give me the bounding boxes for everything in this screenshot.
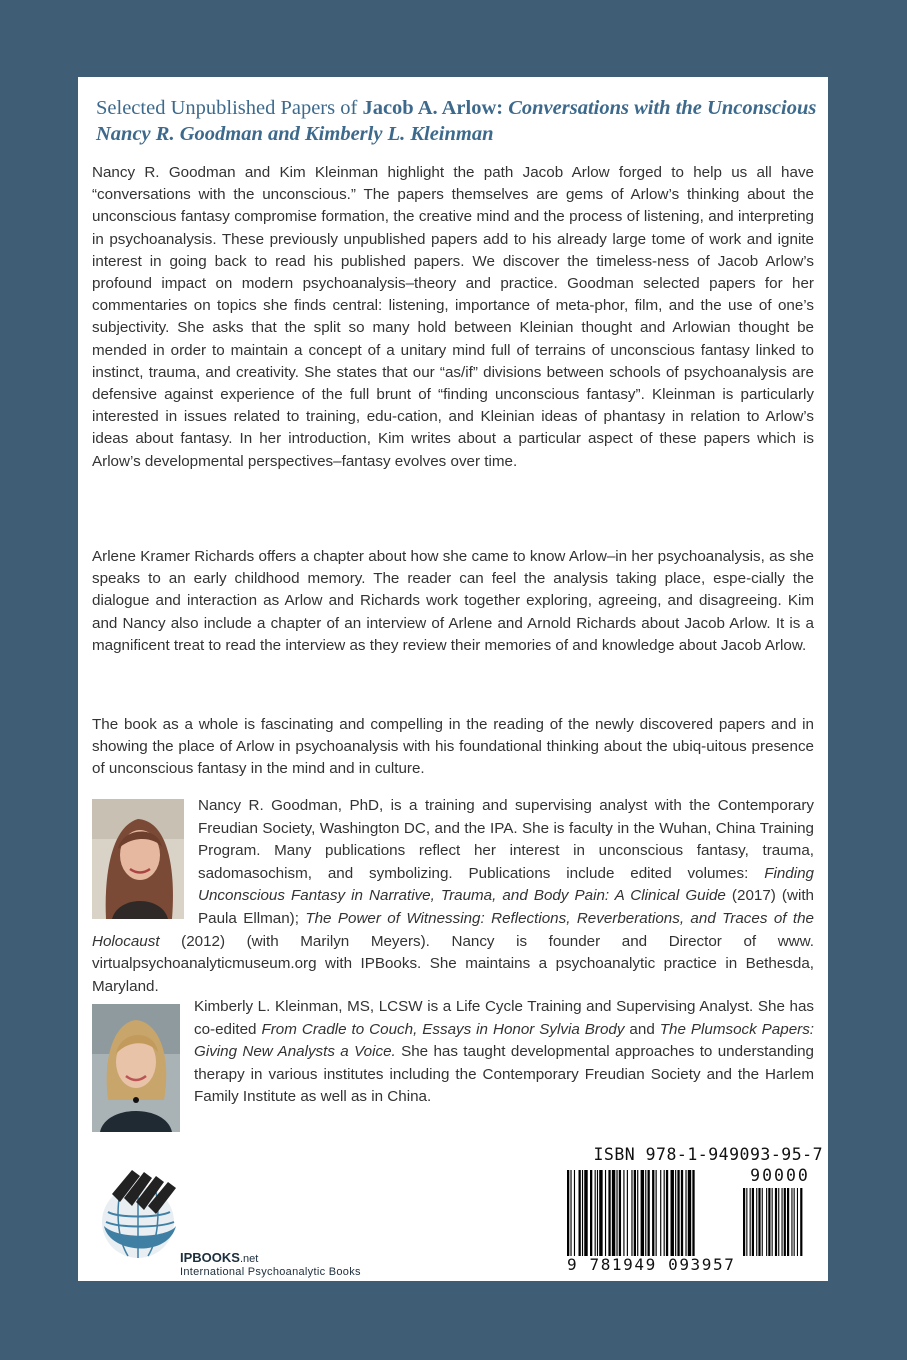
author-photo-goodman xyxy=(92,799,184,919)
barcode-addon-bar xyxy=(756,1188,757,1256)
barcode-bar xyxy=(570,1170,571,1256)
barcode-addon-bar xyxy=(750,1188,751,1256)
book-authors: Nancy R. Goodman and Kimberly L. Kleinman xyxy=(96,123,494,145)
barcode-bar xyxy=(595,1170,596,1256)
barcode-addon-bar xyxy=(778,1188,779,1256)
barcode-addon-bar xyxy=(758,1188,760,1256)
isbn-label: ISBN 978-1-949093-95-7 xyxy=(593,1145,823,1164)
barcode-addon-price: 90000 xyxy=(750,1166,810,1185)
barcode-addon-bar xyxy=(797,1188,798,1256)
barcode-bar xyxy=(582,1170,583,1256)
barcode-addon-bar xyxy=(762,1188,763,1256)
barcode-bar xyxy=(627,1170,628,1256)
description-paragraph-1: Nancy R. Goodman and Kim Kleinman highlight the path Jacob Arlow forged to help us all have “conversations with the unconscious.” The papers themselves are gems of Arlow’s thinking about the unconscious fantasy compromise formation, the creative mind and the process of listening, and interpreting in psychoanalysis. These previously unpublished papers add to his already large tome of work and ignite interest in going back to read his published papers. We discover the timeless-ness of Jacob Arlow’s profound impact on modern psychoanalysis–theory and practice. Goodman selected papers for her commentaries on topics she finds central: listening, importance of meta-phor, film, and the use of one’s subjectivity. She asks that the split so many hold between Kleinian thought and Arlowian thought be mended in order to maintain a concept of a unitary mind full of terrains of unconscious fantasy linked to instinct, trauma, and creativity. She states that our “as/if” divisions between schools of psychoanalysis are defensive against experience of the full brunt of “finding unconscious fantasy”. Kleinman is particularly interested in issues related to training, edu-cation, and Kleinian ideas of phantasy in relation to Arlow’s ideas about fantasy. In her introduction, Kim writes about a particular aspect of these papers which is Arlow’s developmental perspectives–fantasy evolves over time. xyxy=(92,164,814,470)
barcode-bar xyxy=(675,1170,676,1256)
bio-goodman-text-a: Nancy R. Goodman, PhD, is a training and supervising analyst with the Contemporary Freudian Society, Washington DC, and the IPA. She is faculty in the Wuhan, China Training Program. Many publications reflect her interest in unconscious fantasy, trauma, sadomasochism, and symbolizing. Publications include edited volumes: xyxy=(198,797,814,882)
barcode-bar xyxy=(567,1170,569,1256)
title-name: Jacob A. Arlow xyxy=(362,97,497,119)
title-colon: : xyxy=(496,97,509,119)
barcode-addon-bar xyxy=(768,1188,770,1256)
barcode-bar xyxy=(688,1170,691,1256)
barcode-bar xyxy=(685,1170,686,1256)
barcode-bar xyxy=(597,1170,598,1256)
author-bio-goodman xyxy=(92,795,814,998)
barcode-bar xyxy=(623,1170,624,1256)
barcode-addon-bar xyxy=(766,1188,767,1256)
bio-goodman-text-c: (2017) (with Paula Ellman); xyxy=(198,887,814,927)
barcode-bar xyxy=(671,1170,674,1256)
barcode-addon-bar xyxy=(772,1188,773,1256)
barcode-bar xyxy=(656,1170,657,1256)
title-block xyxy=(96,95,816,147)
bio-kleinman-book-2: The Plumsock Papers: Giving New Analysts a Voice. xyxy=(194,1020,815,1061)
barcode xyxy=(567,1170,823,1261)
barcode-bar xyxy=(584,1170,587,1256)
barcode-bar xyxy=(605,1170,606,1256)
publisher-name: IPBOOKS xyxy=(180,1250,240,1265)
barcode-bar xyxy=(612,1170,615,1256)
barcode-addon-bar xyxy=(794,1188,795,1256)
barcode-bar xyxy=(681,1170,683,1256)
barcode-bar xyxy=(574,1170,575,1256)
publisher-tagline: International Psychoanalytic Books xyxy=(180,1266,361,1278)
barcode-bar xyxy=(666,1170,668,1256)
barcode-bar xyxy=(645,1170,646,1256)
bio-goodman-text-e: (2012) (with Marilyn Meyers). Nancy is founder and Director of www. virtualpsychoanalyticmuseum.org with IPBooks. She maintains a psychoanalytic practice in Bethesda, Maryland. xyxy=(92,932,814,995)
publisher-brand xyxy=(180,1250,258,1265)
barcode-addon-bar xyxy=(746,1188,747,1256)
barcode-bar xyxy=(664,1170,665,1256)
barcode-bar xyxy=(692,1170,694,1256)
barcode-bar xyxy=(648,1170,650,1256)
bio-kleinman-text-c: and xyxy=(624,1020,660,1038)
barcode-addon-bar xyxy=(743,1188,745,1256)
author-photo-kleinman xyxy=(92,1004,180,1132)
barcode-addon-bar xyxy=(775,1188,777,1256)
bio-goodman-book-2: The Power of Witnessing: Reflections, Reverberations, and Traces of the Holocaust xyxy=(92,909,814,950)
description-paragraph-3: The book as a whole is fascinating and compelling in the reading of the newly discovered papers and in showing the place of Arlow in psychoanalysis with his foundational thinking about the ubiq-uitous presence of unconscious fantasy in the mind and in culture. xyxy=(92,716,814,778)
bio-kleinman-text-e: She has taught developmental approaches to understanding therapy in various institutes including the Contemporary Freudian Society and the Harlem Family Institute as well as in China. xyxy=(194,1043,814,1106)
barcode-digits: 9 781949 093957 xyxy=(567,1255,736,1274)
barcode-bar xyxy=(652,1170,654,1256)
bio-goodman-book-1: Finding Unconscious Fantasy in Narrative, Trauma, and Body Pain: A Clinical Guide xyxy=(198,864,814,905)
barcode-bar xyxy=(599,1170,602,1256)
barcode-addon-bar xyxy=(784,1188,786,1256)
barcode-bar xyxy=(631,1170,632,1256)
barcode-addon-bar xyxy=(791,1188,792,1256)
bio-kleinman-book-1: From Cradle to Couch, Essays in Honor Sylvia Brody xyxy=(261,1020,625,1038)
title-subtitle: Conversations with the Unconscious xyxy=(508,97,817,119)
barcode-bar xyxy=(590,1170,592,1256)
barcode-bar xyxy=(608,1170,610,1256)
barcode-bar xyxy=(637,1170,638,1256)
barcode-addon-bar xyxy=(800,1188,802,1256)
bio-kleinman-text-a: Kimberly L. Kleinman, MS, LCSW is a Life Cycle Training and Supervising Analyst. She has co-edited xyxy=(194,998,814,1038)
ipbooks-logo-icon xyxy=(98,1164,182,1269)
barcode-bar xyxy=(619,1170,621,1256)
barcode-bar xyxy=(641,1170,644,1256)
barcode-bar xyxy=(616,1170,617,1256)
description-paragraph-2: Arlene Kramer Richards offers a chapter about how she came to know Arlow–in her psychoanalysis, as she speaks to an early childhood memory. The reader can feel the analysis taking place, espe-cially the dialogue and interaction as Arlow and Richards work together exploring, agreeing, and disagreeing. Kim and Nancy also include a chapter of an interview of Arlene and Arnold Richards about Jacob Arlow. It is a magnificent treat to read the interview as they review their memories of and knowledge about Jacob Arlow. xyxy=(92,548,814,654)
barcode-bar xyxy=(677,1170,679,1256)
back-cover-panel xyxy=(78,77,828,1281)
barcode-bar xyxy=(634,1170,636,1256)
barcode-addon-bar xyxy=(787,1188,789,1256)
book-title xyxy=(96,95,816,121)
barcode-bar xyxy=(579,1170,581,1256)
barcode-bar xyxy=(660,1170,661,1256)
title-prefix: Selected Unpublished Papers of xyxy=(96,97,363,119)
barcode-addon-bar xyxy=(782,1188,783,1256)
barcode-addon-bar xyxy=(752,1188,754,1256)
publisher-domain: .net xyxy=(239,1253,259,1265)
author-bio-kleinman xyxy=(92,996,814,1136)
